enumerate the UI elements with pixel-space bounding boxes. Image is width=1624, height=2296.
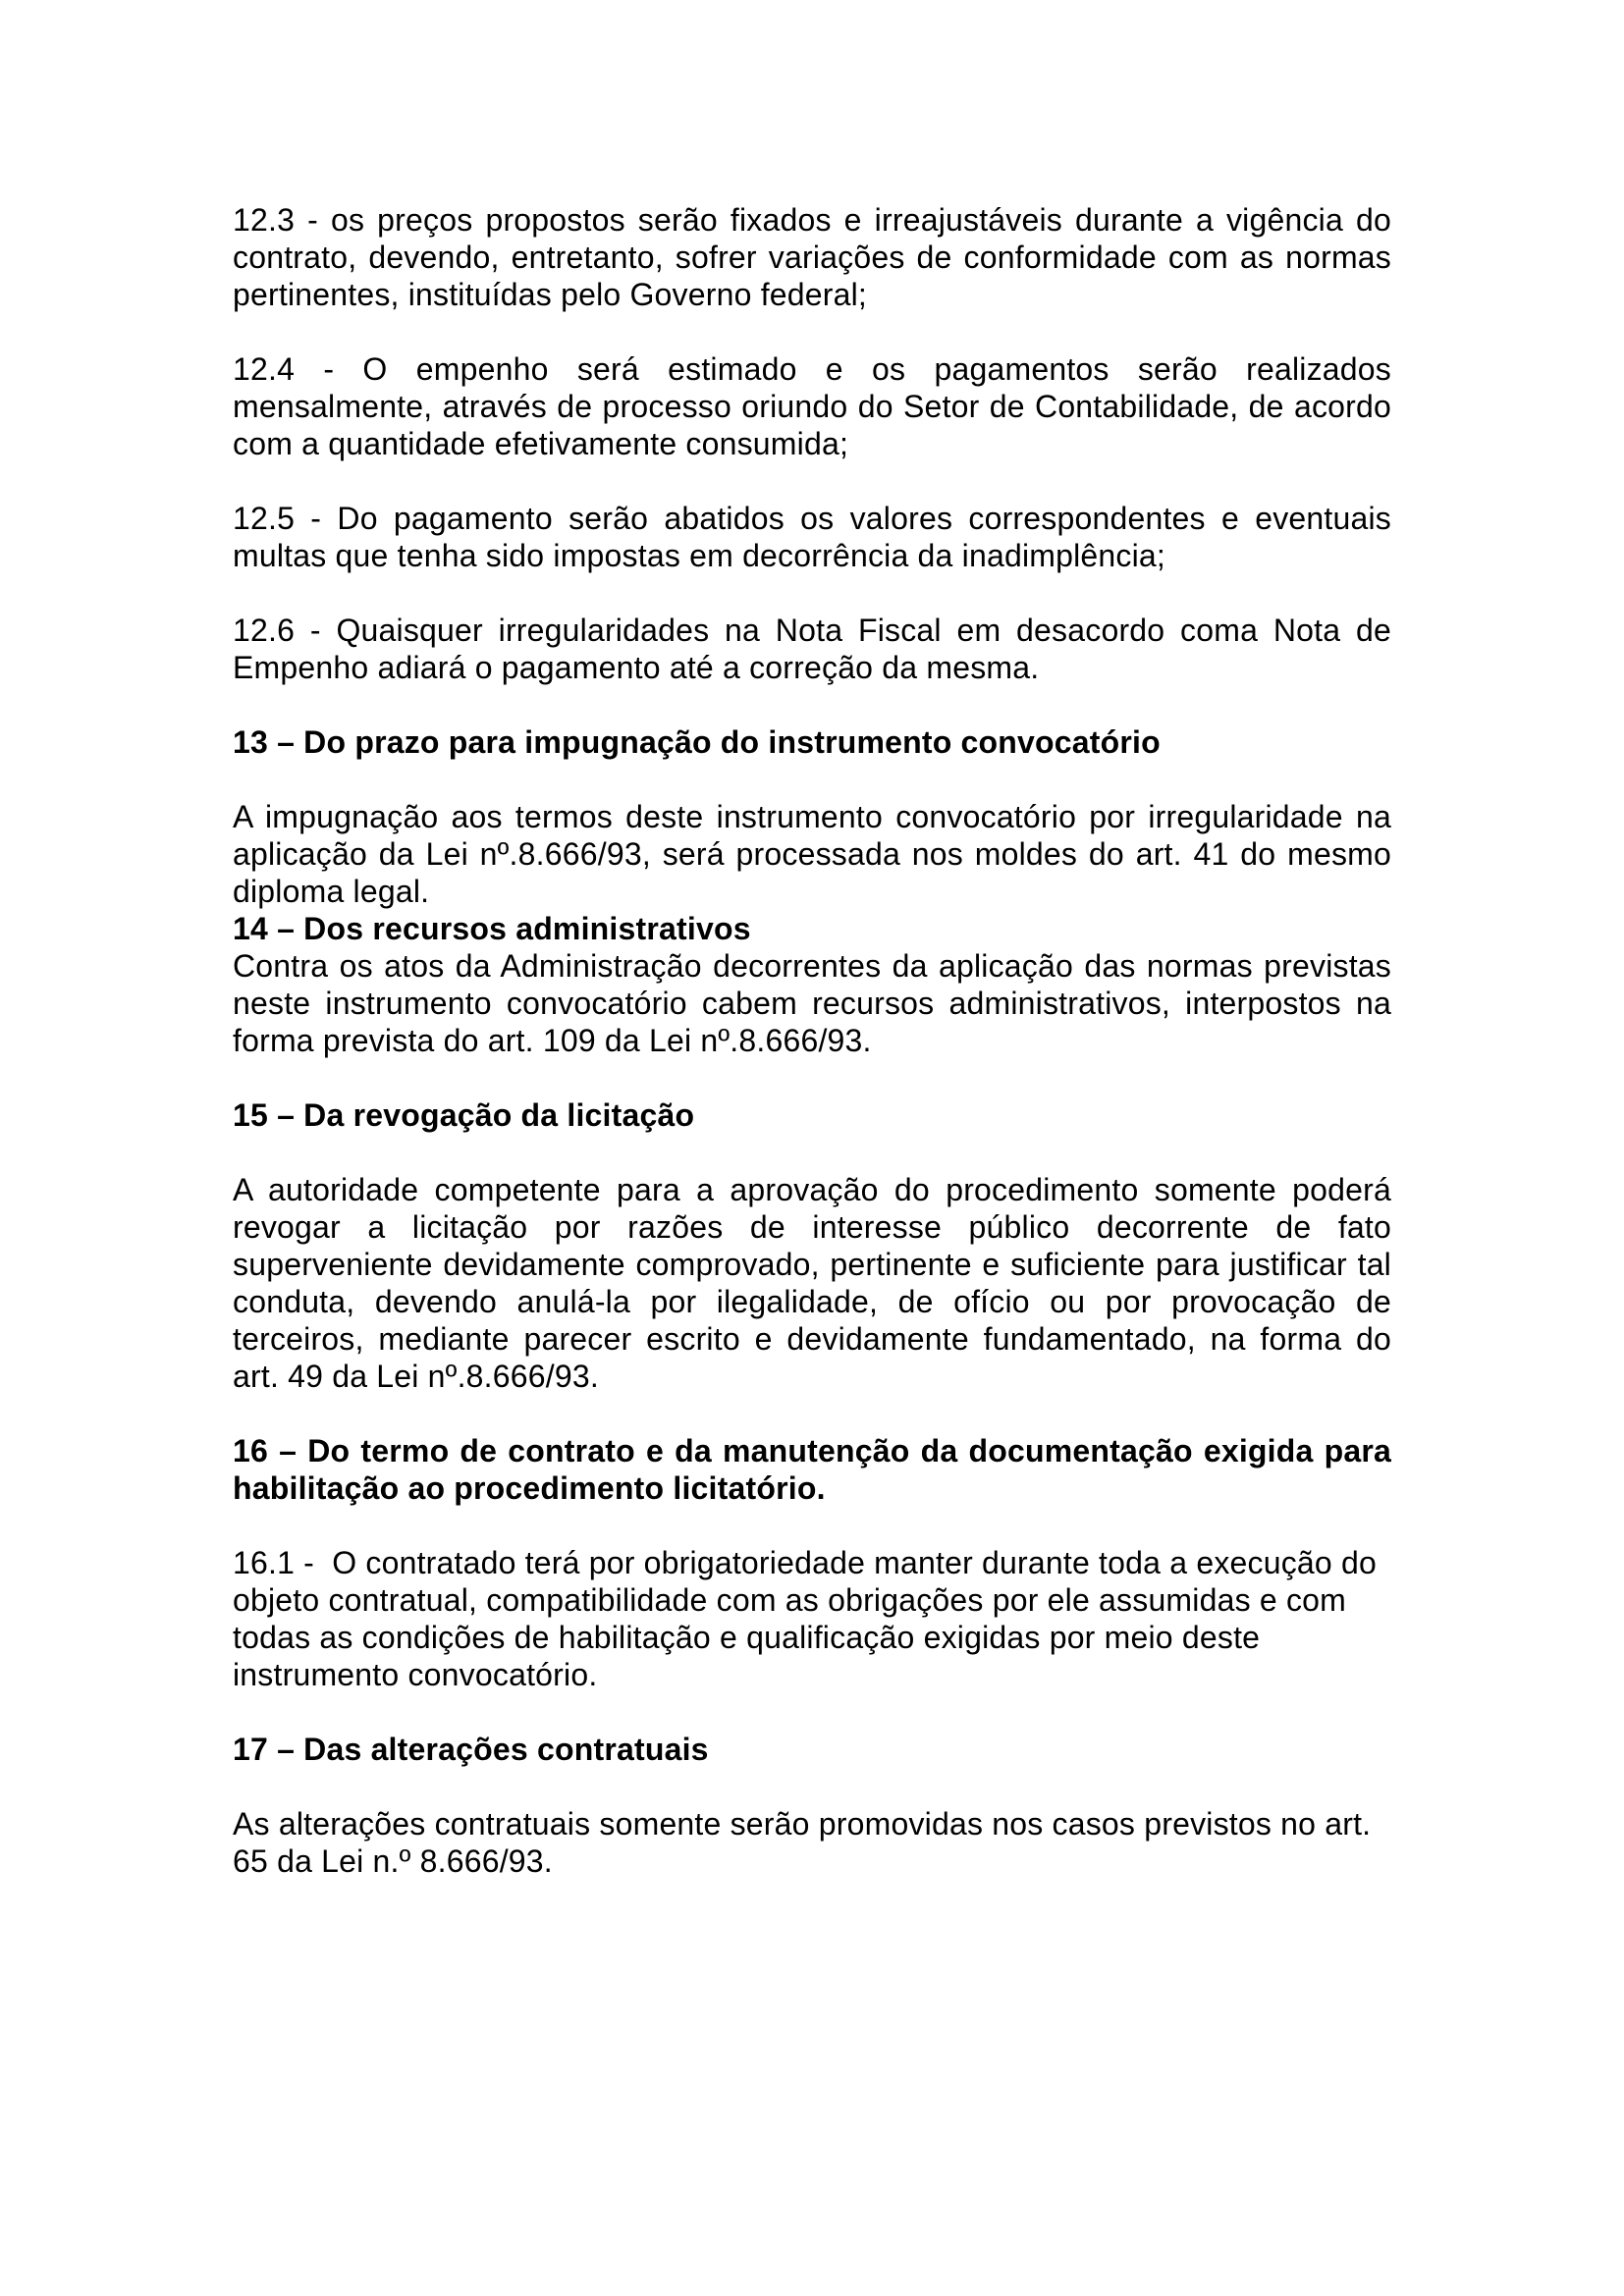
document-content xyxy=(233,201,1391,1917)
section-14-heading: 14 – Dos recursos administrativos xyxy=(233,911,751,946)
section-15-heading: 15 – Da revogação da licitação xyxy=(233,1097,695,1133)
clause-12-4: 12.4 - O empenho será estimado e os pagamentos serão realizados mensalmente, através de processo oriundo do Setor de Contabilidade, de acordo com a quantidade efetivamente consumida; xyxy=(233,351,1391,461)
section-15-paragraph: A autoridade competente para a aprovação do procedimento somente poderá revogar a licitação por razões de interesse público decorrente de fato superveniente devidamente comprovado, pertinente e suficiente para justificar tal conduta, devendo anulá-la por ilegalidade, de ofício ou por provocação de terceiros, mediante parecer escrito e devidamente fundamentado, na forma do art. 49 da Lei nº.8.666/93. xyxy=(233,1172,1391,1394)
section-17-heading: 17 – Das alterações contratuais xyxy=(233,1732,709,1767)
clause-16-1: 16.1 - O contratado terá por obrigatoriedade manter durante toda a execução do objeto contratual, compatibilidade com as obrigações por ele assumidas e com todas as condições de habilitação e qualificação exigidas por meio deste instrumento convocatório. xyxy=(233,1545,1386,1692)
section-17-paragraph: As alterações contratuais somente serão promovidas nos casos previstos no art. 65 da Lei n.º 8.666/93. xyxy=(233,1806,1372,1879)
clause-12-6: 12.6 - Quaisquer irregularidades na Nota Fiscal em desacordo coma Nota de Empenho adiará o pagamento até a correção da mesma. xyxy=(233,613,1391,685)
section-16-heading: 16 – Do termo de contrato e da manutenção da documentação exigida para habilitação ao procedimento licitatório. xyxy=(233,1433,1391,1506)
clause-12-5: 12.5 - Do pagamento serão abatidos os valores correspondentes e eventuais multas que tenha sido impostas em decorrência da inadimplência; xyxy=(233,501,1391,573)
section-13-heading: 13 – Do prazo para impugnação do instrumento convocatório xyxy=(233,724,1161,760)
section-14-paragraph: Contra os atos da Administração decorrentes da aplicação das normas previstas neste instrumento convocatório cabem recursos administrativos, interpostos na forma prevista do art. 109 da Lei nº.8.666/93. xyxy=(233,948,1391,1058)
section-13-paragraph: A impugnação aos termos deste instrumento convocatório por irregularidade na aplicação da Lei nº.8.666/93, será processada nos moldes do art. 41 do mesmo diploma legal. xyxy=(233,799,1391,909)
clause-12-3: 12.3 - os preços propostos serão fixados e irreajustáveis durante a vigência do contrato, devendo, entretanto, sofrer variações de conformidade com as normas pertinentes, instituídas pelo Governo federal; xyxy=(233,202,1391,312)
